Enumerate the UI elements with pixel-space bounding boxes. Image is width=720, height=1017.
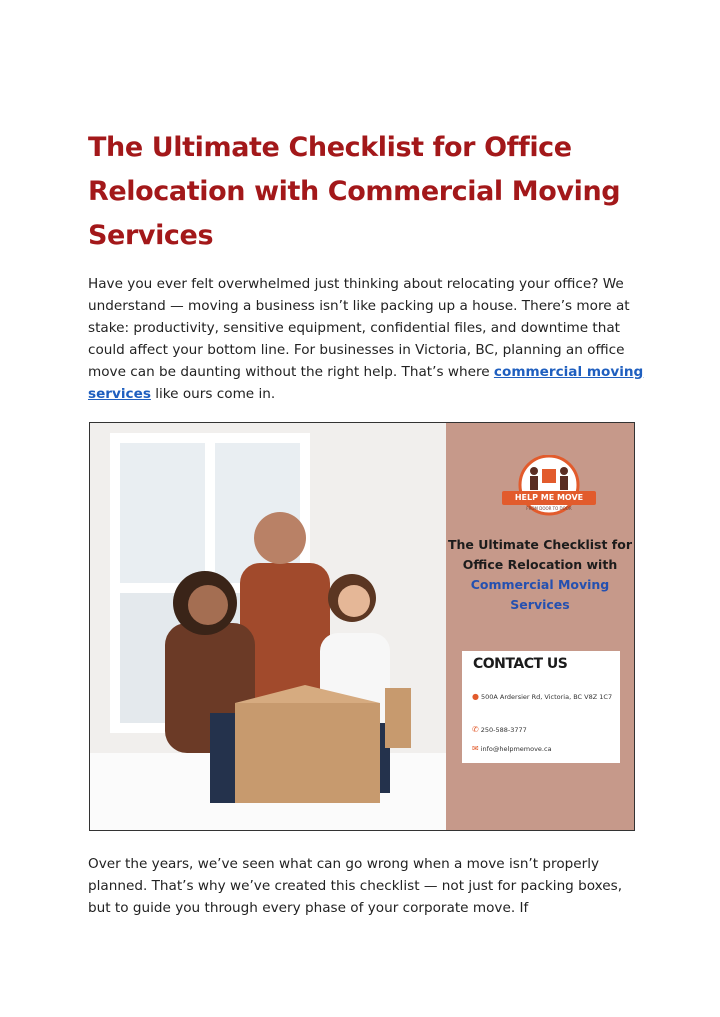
banner-title-highlight: Commercial Moving Services [470, 577, 610, 612]
phone-icon: ✆ [472, 725, 479, 734]
commercial-moving-services-link[interactable]: commercial moving services [88, 364, 644, 402]
phone-text: 250-588-3777 [480, 726, 527, 734]
email-row [472, 743, 617, 755]
address-row [472, 691, 617, 703]
logo-wordmark: HELP ME MOVE [502, 491, 596, 505]
phone-row [472, 724, 617, 736]
email-text: info@helpmemove.ca [480, 745, 552, 753]
contact-card [462, 651, 620, 763]
banner-title-line1: The Ultimate Checklist for [447, 537, 632, 552]
contact-heading: CONTACT US [473, 656, 568, 672]
intro-text-end: like ours come in. [150, 386, 276, 402]
promo-banner-image [89, 422, 635, 831]
location-pin-icon: ● [472, 692, 479, 701]
promo-info-panel [446, 423, 634, 830]
page-title: The Ultimate Checklist for Office Relocation with Commercial Moving Services [88, 132, 621, 251]
intro-text: Have you ever felt overwhelmed just thinking about relocating your office? We understand — moving a business isn’t like packing up a house. There’s more at stake: productivity, sensitive equipment, confidential files, and downtime that could affect your bottom line. For businesses in Victoria, BC, planning an office move can be daunting without the right help. That’s where [88, 276, 630, 380]
family-moving-photo [90, 423, 446, 830]
email-icon: ✉ [472, 744, 479, 753]
body-paragraph: Over the years, we’ve seen what can go wrong when a move isn’t properly planned. That’s why we’ve created this checklist — not just for packing boxes, but to guide you through every phase of your corporate move. If [88, 856, 623, 916]
banner-title-line2: Office Relocation with [462, 557, 618, 572]
intro-paragraph [88, 273, 648, 405]
banner-title [446, 535, 634, 615]
logo-tagline: FROM DOOR TO DOOR [526, 506, 572, 511]
address-text: 500A Ardersier Rd, Victoria, BC V8Z 1C7 [480, 693, 613, 701]
